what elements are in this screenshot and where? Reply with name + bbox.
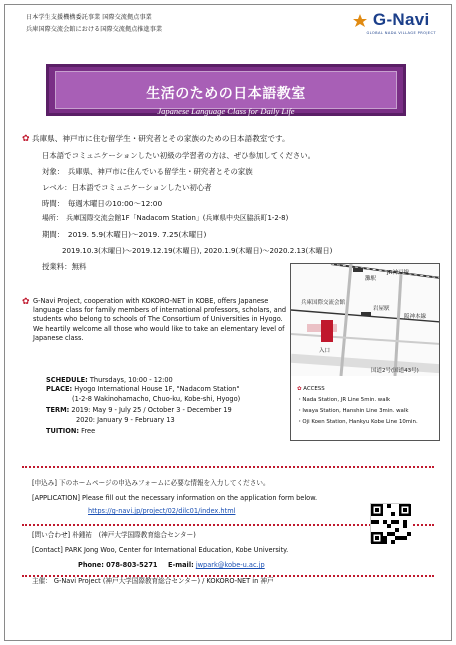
contact-en: [Contact] PARK Jong Woo, Center for International Education, Kobe University. — [32, 546, 289, 554]
jp-level: レベル：日本語でコミュニケーションしたい初心者 — [42, 183, 212, 192]
access-item: Nada Station, JR Line 5min. walk — [302, 397, 391, 403]
term-key: TERM: — [46, 406, 70, 415]
phone: Phone: 078-803-5271 — [78, 561, 158, 569]
place-key: PLACE: — [46, 385, 73, 394]
contact-phone-email — [78, 561, 368, 570]
flower-icon: ✿ — [22, 297, 30, 307]
map-label-house: 兵庫国際交流会館 — [301, 300, 346, 306]
jp-fee: 授業料：無料 — [42, 262, 87, 271]
jp-period-2: 2019.10.3(木曜日)～2019.12.19(木曜日), 2020.1.9(木曜日)～2020.2.13(木曜日) — [62, 246, 333, 255]
tuition-key: TUITION: — [46, 427, 80, 436]
en-schedule — [46, 376, 286, 436]
jp-period-1: 期間： 2019. 5.9(木曜日)～2019. 7.25(木曜日) — [42, 230, 207, 239]
jp-intro-2: 日本語でコミュニケーションしたい初級の学習者の方は、ぜひ参加してください。 — [42, 151, 316, 160]
en-intro: G-Navi Project, cooperation with KOKORO-NET in KOBE, offers Japanese language class for family members of international professors, scholars, and students who belong to schools of The Consortium of Universities in Hyogo. We heartily welcome all those who would like to take an elementary level of Japanese class. — [33, 297, 287, 342]
apply-en: [APPLICATION] Please fill out the necessary information on the application form below. — [32, 494, 318, 502]
apply-jp: [申込み] 下のホームページの申込みフォームに必要な情報を入力してください。 — [32, 479, 270, 487]
host: 主催： G-Navi Project (神戸大学国際教育総合センター) / KOKORO-NET in 神戸 — [32, 577, 274, 585]
page-subtitle: Japanese Language Class for Daily Life — [157, 106, 295, 116]
map-label-iwaya: 岩屋駅 — [373, 306, 390, 312]
org-line-1: 日本学生支援機構委託事業 国際交流拠点事業 — [26, 14, 152, 21]
logo-text: G-Navi — [372, 10, 430, 29]
jp-intro-1: 兵庫県、神戸市に住む留学生・研究者とその家族のための日本語教室です。 — [32, 134, 290, 143]
gnavi-logo — [366, 10, 436, 35]
access-map — [290, 263, 440, 441]
schedule-value: Thursdays, 10:00 - 12:00 — [89, 376, 173, 384]
place-address: (1-2-8 Wakinohamacho, Chuo-ku, Kobe-shi, Hyogo) — [72, 394, 241, 403]
map-label-jr: JR神戸線 — [387, 270, 409, 276]
access-list: ✿ ACCESS ・Nada Station, JR Line 5min. walk ・Iwaya Station, Hanshin Line 3min. walk ・Oji Koen Station, Hankyu Kobe Line 10min. — [297, 386, 418, 425]
map-label-entrance: 入口 — [319, 348, 331, 354]
term-value-2: 2020: January 9 - February 13 — [76, 415, 175, 424]
flower-icon: ✿ — [22, 134, 30, 144]
page-title: 生活のための日本語教室 — [146, 86, 306, 102]
schedule-key: SCHEDULE: — [46, 376, 88, 384]
jp-target: 対象： 兵庫県、神戸市に住んでいる留学生・研究者とその家族 — [42, 167, 253, 176]
logo-subtitle: GLOBAL NADA VILLAGE PROJECT — [366, 31, 436, 35]
qr-code[interactable] — [370, 503, 410, 543]
access-item: Iwaya Station, Hanshin Line 3min. walk — [302, 408, 409, 414]
map-label-route: 国道2号(国道43号) — [371, 368, 419, 374]
contact-jp: [問い合わせ] 朴鍾祐 (神戸大学国際教育総合センター) — [32, 531, 196, 539]
title-banner — [46, 64, 406, 116]
jp-place: 場所： 兵庫国際交流会館1F「Nadacom Station」(兵庫県中央区脇浜町1-2-8) — [42, 214, 289, 222]
map-label-nada: 灘駅 — [365, 276, 377, 282]
star-icon — [352, 13, 368, 29]
tuition-value: Free — [81, 427, 96, 436]
map-graphic — [291, 264, 440, 376]
application-link[interactable]: https://g-navi.jp/project/02/dilc01/index.html — [88, 507, 236, 515]
dotted-divider — [22, 466, 434, 468]
email-link[interactable]: jwpark@kobe-u.ac.jp — [195, 561, 265, 569]
term-value: 2019: May 9 - July 25 / October 3 - December 19 — [71, 406, 232, 415]
map-label-hanshin: 阪神本線 — [404, 314, 427, 320]
org-line-2: 兵庫国際交流会館における国際交流拠点推進事業 — [26, 26, 163, 33]
access-item: Oji Koen Station, Hankyu Kobe Line 10min. — [302, 419, 418, 425]
email-label: E-mail: — [168, 561, 194, 569]
jp-time: 時間： 毎週木曜日の10:00～12:00 — [42, 199, 163, 208]
flower-icon: ✿ — [297, 386, 302, 392]
access-title: ACCESS — [303, 386, 325, 392]
place-value: Hyogo International House 1F, "Nadacom Station" — [74, 385, 240, 394]
